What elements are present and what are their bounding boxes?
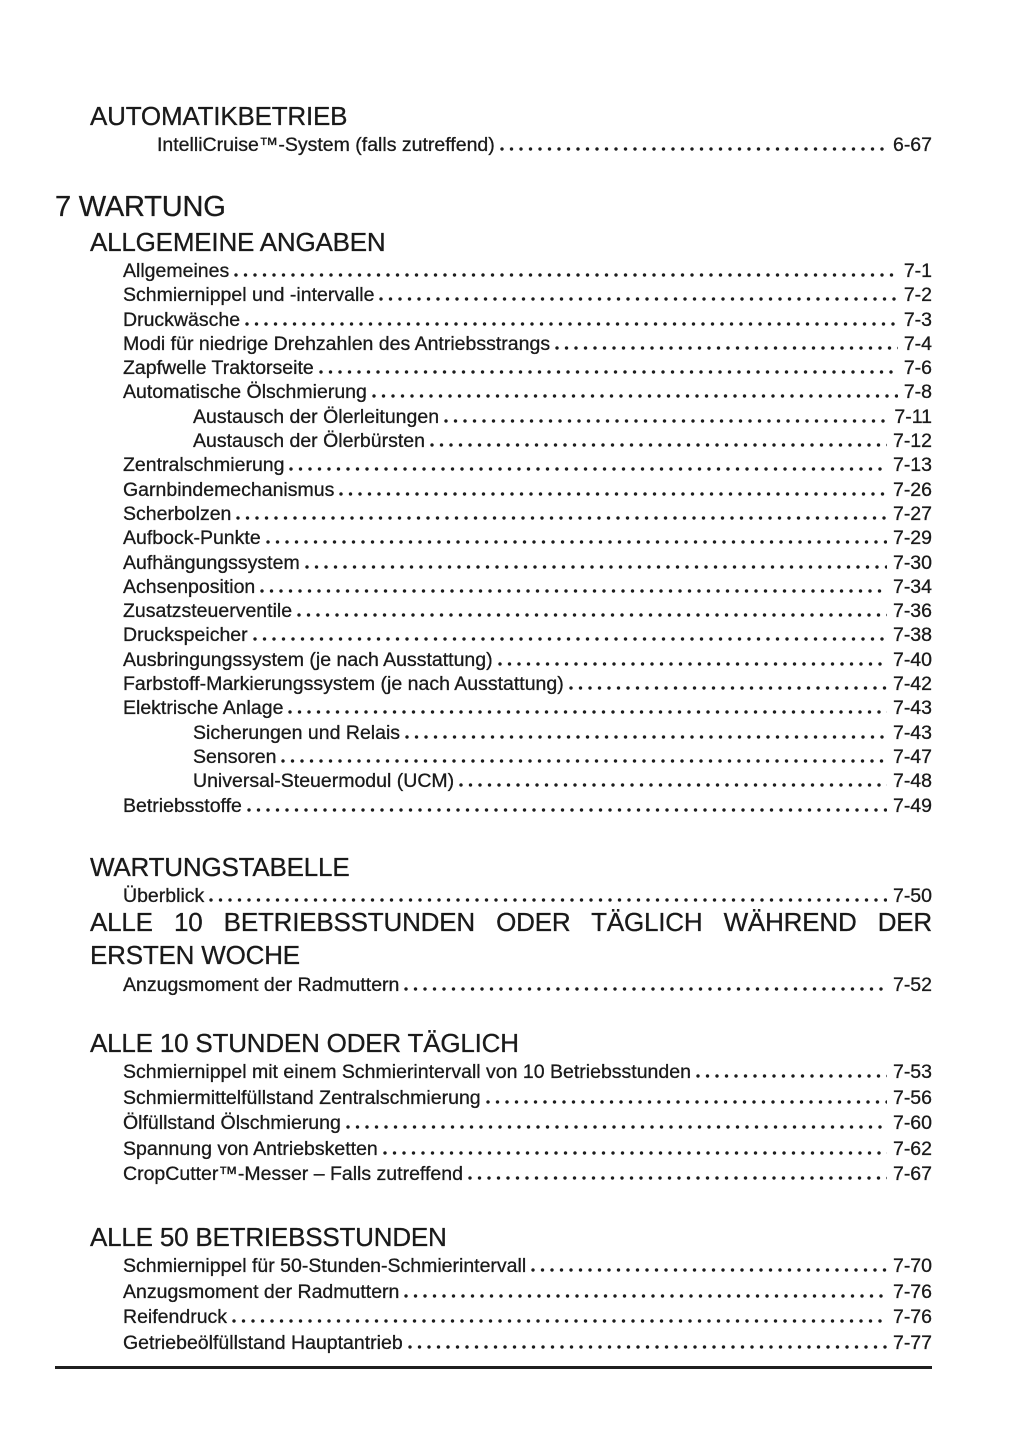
- toc-entry: [123, 284, 932, 308]
- toc-entry: [123, 552, 932, 576]
- toc-entry: [123, 1087, 932, 1113]
- toc-entry-page: 7-34: [892, 575, 932, 598]
- dot-leader: [404, 987, 887, 991]
- toc-entry: [123, 333, 932, 357]
- toc-entry-page: 7-26: [892, 478, 932, 501]
- toc-entry-title: Anzugsmoment der Radmuttern: [123, 1280, 400, 1303]
- toc-entry-page: 7-8: [903, 381, 932, 404]
- toc-entry-page: 7-67: [892, 1163, 932, 1186]
- dot-leader: [234, 273, 898, 277]
- toc-entry-title: CropCutter™-Messer – Falls zutreffend: [123, 1163, 463, 1186]
- dot-leader: [253, 637, 887, 641]
- dot-leader: [405, 735, 887, 739]
- toc-entry-page: 7-36: [892, 600, 932, 623]
- section-wartungstabelle: [0, 852, 932, 909]
- toc-entry-title: Druckspeicher: [123, 624, 248, 647]
- toc-entry: [123, 600, 932, 624]
- dot-leader: [531, 1268, 887, 1272]
- toc-entry: [123, 454, 932, 478]
- toc-entry-title: Austausch der Ölerleitungen: [193, 405, 440, 428]
- dot-leader: [486, 1100, 887, 1104]
- toc-entry: [123, 1138, 932, 1164]
- dot-leader: [339, 492, 887, 496]
- toc-entry-page: 7-76: [892, 1306, 932, 1329]
- toc-entry-title: Modi für niedrige Drehzahlen des Antriebsstrangs: [123, 332, 551, 355]
- dot-leader: [236, 516, 887, 520]
- section-alle-50-betriebsstunden: [0, 1222, 932, 1357]
- toc-entry: [123, 1163, 932, 1189]
- dot-leader: [430, 443, 887, 447]
- toc-entry-title: Scherbolzen: [123, 502, 232, 525]
- toc-entry-title: Elektrische Anlage: [123, 697, 284, 720]
- toc-entry-title: Sicherungen und Relais: [193, 721, 401, 744]
- dot-leader: [247, 808, 887, 812]
- dot-leader: [209, 898, 887, 902]
- toc-entry-title: Achsenposition: [123, 575, 256, 598]
- toc-entry-page: 7-38: [892, 624, 932, 647]
- dot-leader: [305, 565, 887, 569]
- toc-entry-title: Allgemeines: [123, 260, 230, 282]
- toc-entry: [123, 1112, 932, 1138]
- toc-entry-page: 7-43: [892, 721, 932, 744]
- toc-entry-title: Getriebeölfüllstand Hauptantrieb: [123, 1331, 403, 1354]
- toc-entry: [193, 770, 932, 794]
- toc-entry-title: Aufbock-Punkte: [123, 527, 261, 550]
- toc-entry: [123, 649, 932, 673]
- dot-leader: [346, 1125, 887, 1129]
- toc-entry-page: 7-50: [892, 885, 932, 907]
- toc-entry: [193, 722, 932, 746]
- section-heading-alle-10-betriebsstunden-erste-woche: [90, 906, 932, 972]
- toc-entry: [123, 673, 932, 697]
- toc-entry-title: Zapfwelle Traktorseite: [123, 357, 314, 380]
- dot-leader: [696, 1074, 887, 1078]
- dot-leader: [555, 346, 898, 350]
- toc-entry-page: 7-2: [903, 284, 932, 307]
- toc-entry: [123, 503, 932, 527]
- toc-entry-title: Automatische Ölschmierung: [123, 381, 367, 404]
- toc-entry: [123, 576, 932, 600]
- toc-entry-page: 7-43: [892, 697, 932, 720]
- toc-entry-page: 7-27: [892, 502, 932, 525]
- toc-entry: [193, 430, 932, 454]
- toc-entry-page: 7-12: [892, 430, 932, 453]
- toc-entry-page: 7-53: [892, 1061, 932, 1083]
- toc-entry-title: Reifendruck: [123, 1306, 228, 1329]
- dot-leader: [383, 1151, 887, 1155]
- section-heading-alle-10-stunden: ALLE 10 STUNDEN ODER TÄGLICH: [90, 1028, 519, 1058]
- toc-entry: [123, 974, 932, 998]
- chapter-heading: 7 WARTUNG: [55, 191, 226, 223]
- toc-entry-title: Betriebsstoffe: [123, 794, 242, 817]
- toc-entry-title: Zusatzsteuerventile: [123, 600, 293, 623]
- dot-leader: [379, 297, 897, 301]
- toc-entry-title: Garnbindemechanismus: [123, 478, 335, 501]
- toc-entry-title: Universal-Steuermodul (UCM): [193, 770, 455, 793]
- toc-entry-page: 7-13: [892, 454, 932, 477]
- dot-leader: [408, 1345, 887, 1349]
- toc-entry-page: 7-1: [903, 260, 932, 282]
- toc-entry-page: 7-42: [892, 673, 932, 696]
- toc-entry: [123, 381, 932, 405]
- toc-entry-title: Überblick: [123, 885, 205, 907]
- section-heading-allgemeine-angaben: ALLGEMEINE ANGABEN: [90, 227, 386, 257]
- dot-leader: [459, 783, 887, 787]
- dot-leader: [498, 662, 887, 666]
- dot-leader: [289, 467, 886, 471]
- toc-entry-page: 7-48: [892, 770, 932, 793]
- toc-entry-page: 7-77: [892, 1331, 932, 1354]
- section-heading-line1: ALLE 10 BETRIEBSSTUNDEN ODER TÄGLICH WÄHREND DER: [90, 907, 932, 937]
- toc-entry-page: 7-52: [892, 974, 932, 996]
- dot-leader: [245, 322, 898, 326]
- dot-leader: [232, 1319, 887, 1323]
- toc-entry-title: Ölfüllstand Ölschmierung: [123, 1112, 341, 1135]
- toc-entry: [123, 309, 932, 333]
- toc-entry-page: 7-70: [892, 1255, 932, 1277]
- toc-entry-page: 7-29: [892, 527, 932, 550]
- toc-entry-title: Austausch der Ölerbürsten: [193, 430, 425, 453]
- toc-entry-title: Ausbringungssystem (je nach Ausstattung): [123, 648, 493, 671]
- dot-leader: [297, 613, 887, 617]
- dot-leader: [319, 370, 898, 374]
- toc-entry-title: Farbstoff-Markierungssystem (je nach Ausstattung): [123, 673, 564, 696]
- toc-entry-title: IntelliCruise™-System (falls zutreffend): [157, 134, 495, 156]
- toc-entry: [123, 1306, 932, 1332]
- toc-entry: [123, 624, 932, 648]
- toc-entry: [193, 746, 932, 770]
- toc-entry: [157, 134, 932, 158]
- toc-entry-page: 7-30: [892, 551, 932, 574]
- section-heading-wartungstabelle: WARTUNGSTABELLE: [90, 852, 350, 882]
- toc-entry: [123, 1061, 932, 1087]
- toc-entry-page: 7-6: [903, 357, 932, 380]
- toc-entry: [123, 260, 932, 284]
- toc-entry-page: 7-3: [903, 308, 932, 331]
- toc-entry-page: 6-67: [892, 134, 932, 156]
- toc-entry: [123, 1281, 932, 1307]
- toc-entry: [123, 357, 932, 381]
- section-heading-line2: ERSTEN WOCHE: [90, 940, 300, 970]
- toc-entry: [193, 406, 932, 430]
- section-automatikbetrieb: [0, 101, 932, 158]
- toc-entry: [123, 479, 932, 503]
- dot-leader: [266, 540, 887, 544]
- section-heading-alle-50-betriebsstunden: ALLE 50 BETRIEBSSTUNDEN: [90, 1222, 447, 1252]
- dot-leader: [468, 1176, 887, 1180]
- toc-entry: [123, 697, 932, 721]
- section-heading-automatikbetrieb: AUTOMATIKBETRIEB: [90, 101, 348, 131]
- dot-leader: [569, 686, 887, 690]
- toc-entry-page: 7-47: [892, 745, 932, 768]
- toc-entry-title: Spannung von Antriebsketten: [123, 1137, 378, 1160]
- toc-entry-title: Sensoren: [193, 745, 277, 768]
- toc-entry-page: 7-76: [892, 1280, 932, 1303]
- toc-entry: [123, 795, 932, 819]
- toc-entry-page: 7-11: [894, 405, 932, 428]
- toc-entry-page: 7-62: [892, 1137, 932, 1160]
- toc-entry: [123, 527, 932, 551]
- toc-entry: [123, 1332, 932, 1358]
- toc-entry-title: Schmiernippel mit einem Schmierintervall von 10 Betriebsstunden: [123, 1061, 691, 1083]
- toc-entry-title: Zentralschmierung: [123, 454, 285, 477]
- footer-rule: [55, 1366, 932, 1369]
- section-alle-10-stunden: [0, 1028, 932, 1189]
- dot-leader: [500, 147, 887, 151]
- toc-entry-title: Schmiernippel für 50-Stunden-Schmierintervall: [123, 1255, 527, 1277]
- toc-entry-title: Druckwäsche: [123, 308, 241, 331]
- dot-leader: [288, 710, 887, 714]
- dot-leader: [281, 759, 886, 763]
- toc-entry-page: 7-4: [903, 332, 932, 355]
- toc-entry-title: Anzugsmoment der Radmuttern: [123, 974, 400, 996]
- toc-entry-title: Schmiernippel und -intervalle: [123, 284, 375, 307]
- toc-entry-page: 7-49: [892, 794, 932, 817]
- section-alle-10-betriebsstunden-erste-woche: [0, 906, 932, 998]
- dot-leader: [372, 394, 898, 398]
- dot-leader: [404, 1294, 887, 1298]
- dot-leader: [260, 589, 887, 593]
- toc-entry: [123, 1255, 932, 1281]
- section-allgemeine-angaben: [0, 227, 932, 819]
- toc-entry-page: 7-40: [892, 648, 932, 671]
- toc-entry-title: Aufhängungssystem: [123, 551, 300, 574]
- toc-entry-title: Schmiermittelfüllstand Zentralschmierung: [123, 1086, 481, 1109]
- toc-entry-page: 7-56: [892, 1086, 932, 1109]
- toc-entry-page: 7-60: [892, 1112, 932, 1135]
- dot-leader: [444, 419, 888, 423]
